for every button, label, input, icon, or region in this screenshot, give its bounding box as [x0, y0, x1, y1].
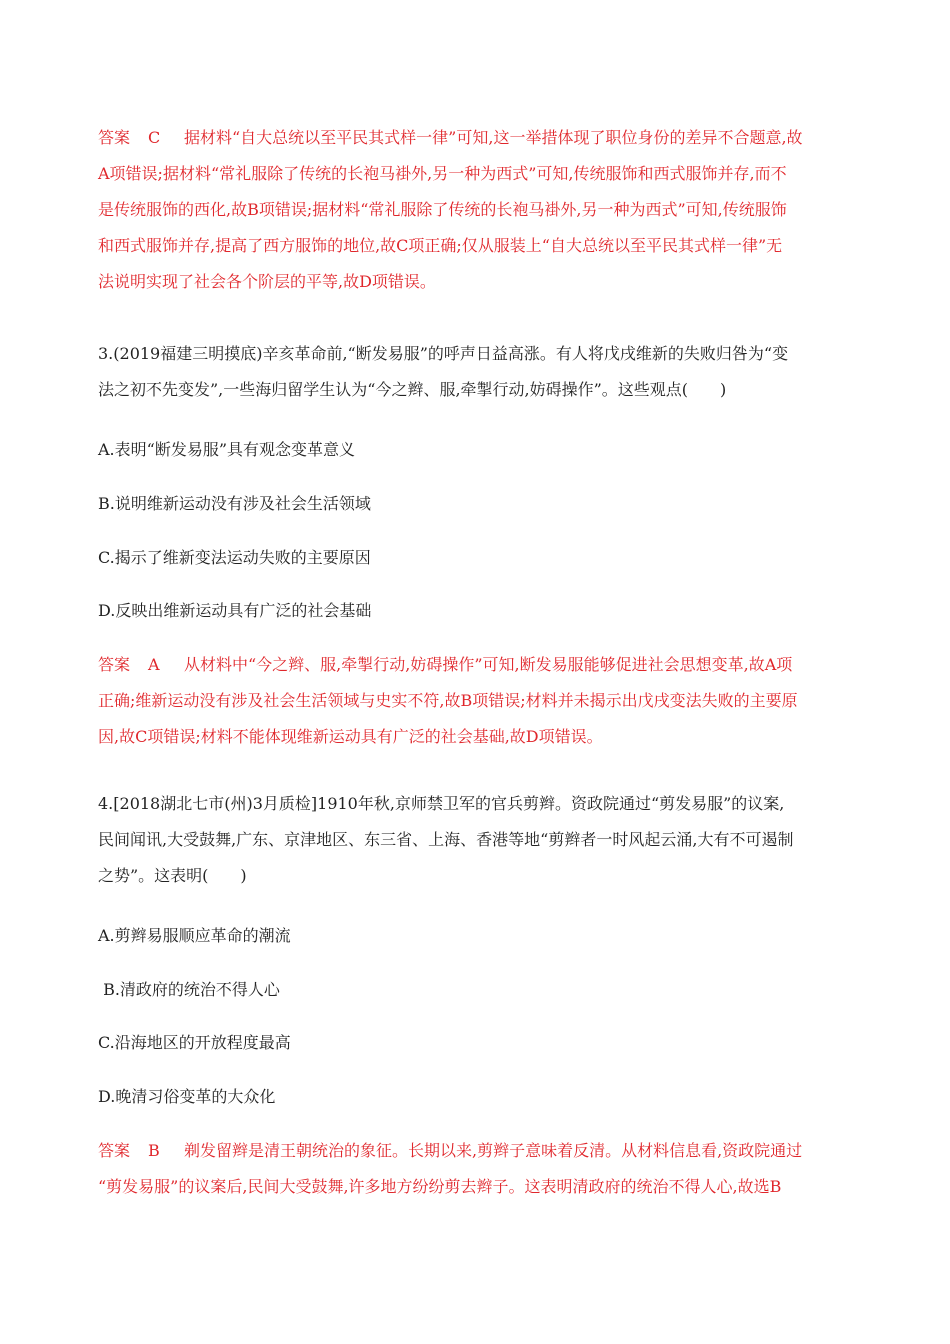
question-3-option-c: C.揭示了维新变法运动失败的主要原因 — [98, 548, 371, 567]
answer-line: 法说明实现了社会各个阶层的平等,故D项错误。 — [98, 272, 436, 291]
answer-line: “剪发易服”的议案后,民间大受鼓舞,许多地方纷纷剪去辫子。这表明清政府的统治不得人心,故选B — [98, 1177, 782, 1196]
question-4-option-b: B.清政府的统治不得人心 — [98, 980, 280, 999]
answer-letter: B — [148, 1141, 160, 1160]
answer-letter: C — [148, 128, 161, 147]
answer-line: A项错误;据材料“常礼服除了传统的长袍马褂外,另一种为西式”可知,传统服饰和西式服饰并存,而不 — [98, 164, 787, 183]
question-3-option-a: A.表明“断发易服”具有观念变革意义 — [98, 440, 356, 459]
answer-c-block — [98, 120, 854, 300]
question-4-option-d: D.晚清习俗变革的大众化 — [98, 1087, 276, 1106]
question-line: 法之初不先变发”,一些海归留学生认为“今之辫、服,牵掣行动,妨碍操作”。这些观点( ) — [98, 380, 727, 399]
question-3-option-d: D.反映出维新运动具有广泛的社会基础 — [98, 601, 372, 620]
answer-letter: A — [148, 655, 160, 674]
answer-line: 因,故C项错误;材料不能体现维新运动具有广泛的社会基础,故D项错误。 — [98, 727, 603, 746]
answer-line: 是传统服饰的西化,故B项错误;据材料“常礼服除了传统的长袍马褂外,另一种为西式”可知,传统服饰 — [98, 200, 787, 219]
answer-label: 答案 — [98, 655, 131, 674]
question-4-stem — [98, 786, 854, 894]
question-4-option-c: C.沿海地区的开放程度最高 — [98, 1033, 291, 1052]
question-3-option-b: B.说明维新运动没有涉及社会生活领域 — [98, 494, 371, 513]
answer-4-block — [98, 1133, 854, 1205]
answer-3-block — [98, 647, 854, 755]
answer-line — [98, 1133, 854, 1169]
answer-line — [98, 647, 854, 683]
question-line: 民间闻讯,大受鼓舞,广东、京津地区、东三省、上海、香港等地“剪辫者一时风起云涌,大有不可遏制 — [98, 830, 794, 849]
question-line: 3.(2019福建三明摸底)辛亥革命前,“断发易服”的呼声日益高涨。有人将戊戌维新的失败归咎为“变 — [98, 344, 789, 363]
answer-line: 正确;维新运动没有涉及社会生活领域与史实不符,故B项错误;材料并未揭示出戊戌变法失败的主要原 — [98, 691, 798, 710]
answer-text: 剃发留辫是清王朝统治的象征。长期以来,剪辫子意味着反清。从材料信息看,资政院通过 — [184, 1141, 803, 1160]
answer-text: 从材料中“今之辫、服,牵掣行动,妨碍操作”可知,断发易服能够促进社会思想变革,故A项 — [184, 655, 793, 674]
answer-line: 和西式服饰并存,提高了西方服饰的地位,故C项正确;仅从服装上“自大总统以至平民其式样一律”无 — [98, 236, 783, 255]
answer-label: 答案 — [98, 128, 131, 147]
answer-label: 答案 — [98, 1141, 131, 1160]
question-3-stem — [98, 336, 854, 408]
question-line: 4.[2018湖北七市(州)3月质检]1910年秋,京师禁卫军的官兵剪辫。资政院通过“剪发易服”的议案, — [98, 794, 785, 813]
answer-line — [98, 120, 854, 156]
question-line: 之势”。这表明( ) — [98, 866, 247, 885]
answer-text: 据材料“自大总统以至平民其式样一律”可知,这一举措体现了职位身份的差异不合题意,故 — [184, 128, 803, 147]
question-4-option-a: A.剪辫易服顺应革命的潮流 — [98, 926, 291, 945]
